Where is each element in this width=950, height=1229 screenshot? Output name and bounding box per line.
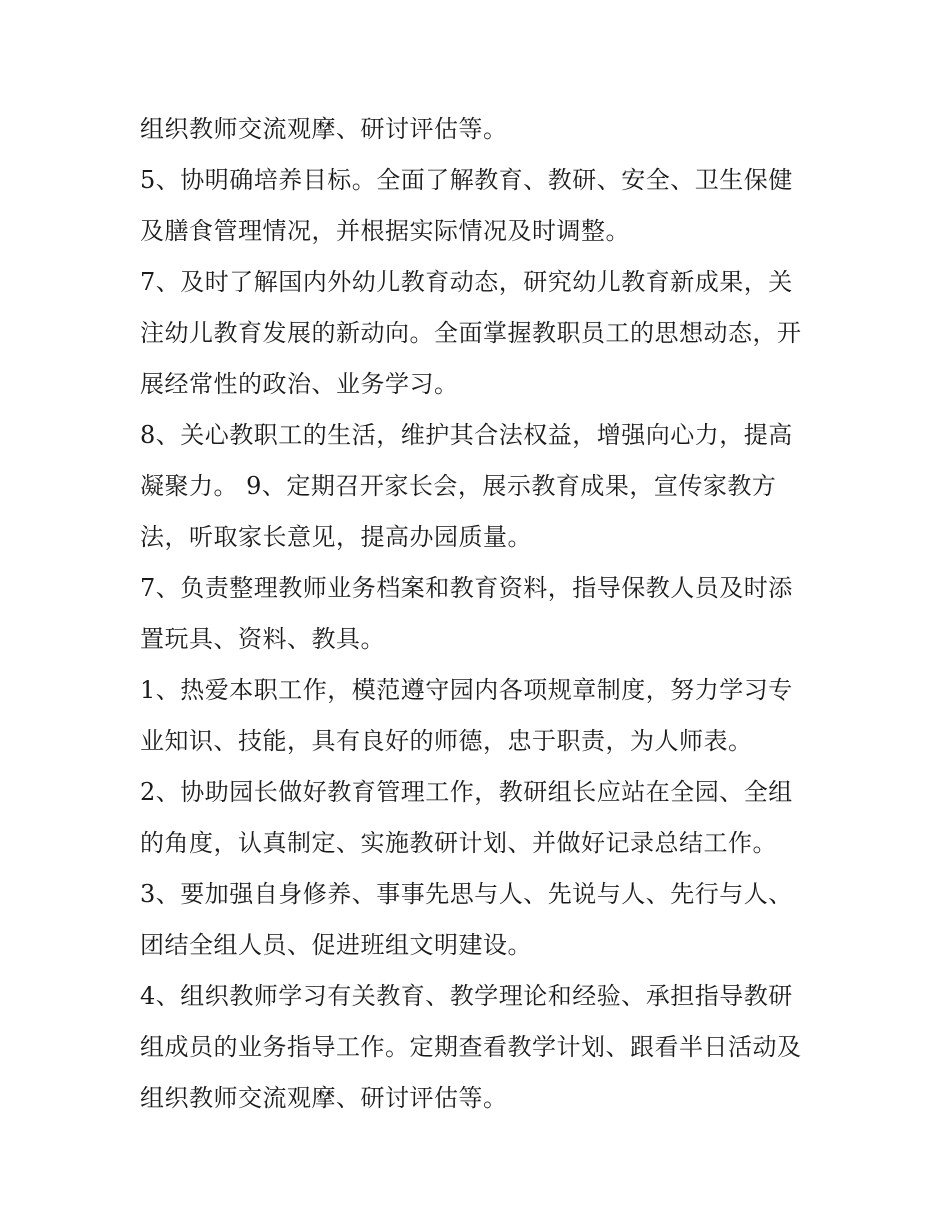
text-line: 7、负责整理教师业务档案和教育资料，指导保教人员及时添	[140, 574, 793, 602]
text-line: 团结全组人员、促进班组文明建设。	[140, 931, 532, 959]
text-line: 组织教师交流观摩、研讨评估等。	[140, 1084, 508, 1112]
text-line: 展经常性的政治、业务学习。	[140, 370, 459, 398]
text-line: 5、协明确培养目标。全面了解教育、教研、安全、卫生保健	[140, 166, 793, 194]
text-line: 置玩具、资料、教具。	[140, 625, 385, 653]
text-line: 组织教师交流观摩、研讨评估等。	[140, 115, 508, 143]
text-line: 法，听取家长意见，提高办园质量。	[140, 523, 532, 551]
text-line: 7、及时了解国内外幼儿教育动态，研究幼儿教育新成果，关	[140, 268, 793, 296]
text-line: 2、协助园长做好教育管理工作，教研组长应站在全园、全组	[140, 778, 793, 806]
text-line: 8、关心教职工的生活，维护其合法权益，增强向心力，提高	[140, 421, 793, 449]
text-line: 业知识、技能，具有良好的师德，忠于职责，为人师表。	[140, 727, 753, 755]
text-line: 凝聚力。 9、定期召开家长会，展示教育成果，宣传家教方	[140, 472, 777, 500]
text-line: 4、组织教师学习有关教育、教学理论和经验、承担指导教研	[140, 982, 793, 1010]
text-line: 注幼儿教育发展的新动向。全面掌握教职员工的思想动态，开	[140, 319, 802, 347]
text-line: 3、要加强自身修养、事事先思与人、先说与人、先行与人、	[140, 880, 793, 908]
text-line: 组成员的业务指导工作。定期查看教学计划、跟看半日活动及	[140, 1033, 802, 1061]
text-line: 的角度，认真制定、实施教研计划、并做好记录总结工作。	[140, 829, 777, 857]
text-line: 1、热爱本职工作，模范遵守园内各项规章制度，努力学习专	[140, 676, 793, 704]
text-line: 及膳食管理情况，并根据实际情况及时调整。	[140, 217, 630, 245]
document-body	[140, 104, 820, 1124]
